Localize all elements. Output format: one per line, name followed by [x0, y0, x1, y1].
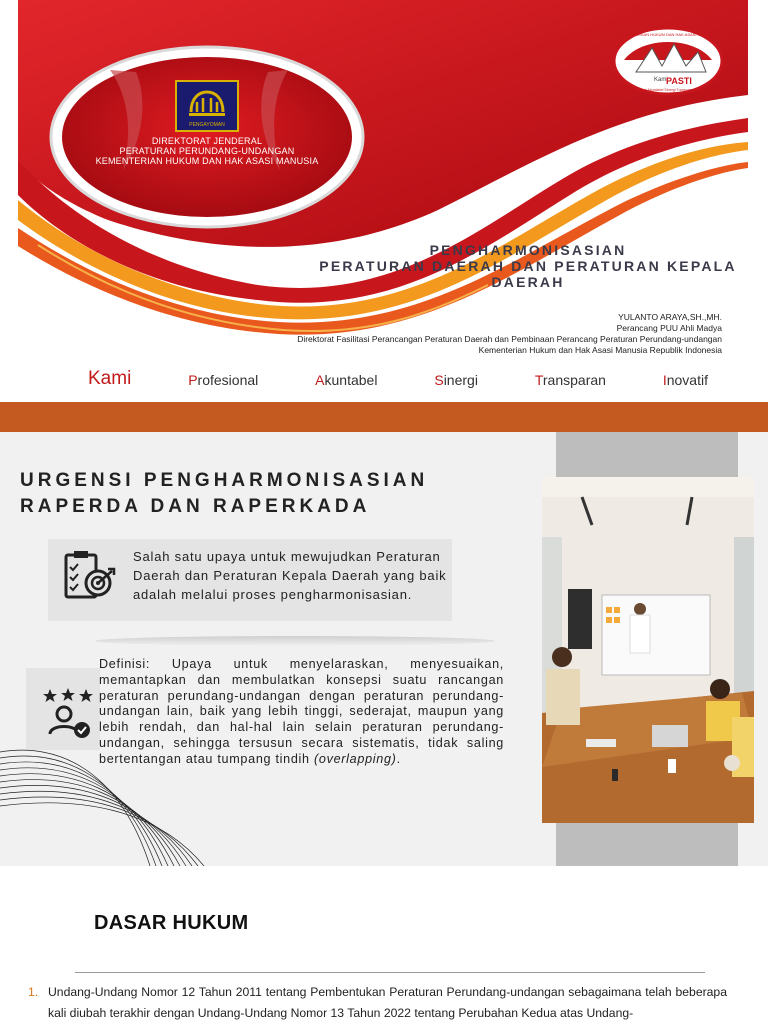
law-list-item — [28, 982, 727, 1024]
motto-word: Profesional — [188, 372, 259, 388]
presentation-title — [318, 242, 738, 290]
author-directorate: Direktorat Fasilitasi Perancangan Peraturan Daerah dan Pembinaan Perancang Peraturan Perundang-undangan — [297, 334, 722, 344]
motto-bar — [88, 368, 708, 389]
author-name: YULANTO ARAYA,SH.,MH. — [618, 312, 722, 322]
org-line: DIREKTORAT JENDERAL — [151, 136, 263, 146]
decorative-wave-lines — [0, 732, 210, 866]
badge-pasti: PASTI — [666, 76, 692, 86]
cover-slide — [18, 0, 748, 402]
dasar-hukum-rule — [75, 972, 705, 973]
badge-top-text: KEMENTERIAN HUKUM DAN HAK ASASI MANUSIA — [620, 32, 716, 37]
badge-kami: Kami — [654, 77, 668, 83]
pengayoman-emblem — [175, 80, 239, 132]
org-line: PERATURAN PERUNDANG-UNDANGAN — [119, 146, 295, 156]
title-line: PENGHARMONISASIAN — [429, 242, 627, 258]
target-checklist-icon — [60, 549, 120, 609]
meeting-photo — [542, 477, 754, 823]
ministry-org-name — [82, 136, 332, 166]
divider-shadow — [95, 636, 495, 646]
definition-body: Definisi: Upaya untuk menyelaraskan, menyesuaikan, memantapkan dan membulatkan konsepsi suatu rancangan peraturan perundang-undangan dengan peraturan perundang-undangan lain, baik yang lebih tinggi, sederajat, maupun yang lebih rendah, dan hal-hal lain selain peraturan perundang-undangan, sehingga tersusun secara sistematis, tidak saling bertentangan atau tumpang tindih — [99, 657, 504, 766]
pengayoman-icon — [177, 82, 237, 130]
badge-bottom-text: Profesional Akuntabel Sinergi Transparan Inovatif — [628, 88, 708, 92]
title-line: URGENSI PENGHARMONISASIAN — [20, 470, 429, 491]
motto-word: Sinergi — [434, 372, 478, 388]
urgensi-slide — [0, 432, 768, 866]
motto-word: Inovatif — [662, 372, 708, 388]
law-number: 1. — [28, 985, 39, 999]
author-ministry: Kementerian Hukum dan Hak Asasi Manusia Republik Indonesia — [478, 345, 722, 355]
definition-italic: (overlapping) — [313, 751, 397, 766]
title-line: RAPERDA DAN RAPERKADA — [20, 496, 371, 517]
author-position: Perancang PUU Ahli Madya — [616, 323, 722, 333]
dasar-hukum-title: DASAR HUKUM — [94, 912, 249, 934]
motto-word: Akuntabel — [315, 372, 378, 388]
author-info — [297, 312, 722, 356]
definition-end: . — [396, 751, 401, 766]
kami-pasti-badge — [612, 26, 724, 96]
title-line: DAERAH — [491, 274, 565, 290]
logo-caption: PENGAYOMAN — [189, 122, 225, 128]
law-text: Undang-Undang Nomor 12 Tahun 2011 tentang Pembentukan Peraturan Perundang-undangan sebagaimana telah beberapa kali diubah terakhir dengan Undang-Undang Nomor 13 Tahun 2022 tentang Perubahan Kedua atas Undang- — [48, 985, 727, 1020]
slide-separator — [0, 402, 768, 432]
org-line: KEMENTERIAN HUKUM DAN HAK ASASI MANUSIA — [95, 156, 319, 166]
urgensi-title — [20, 468, 428, 520]
motto-kami: Kami — [88, 368, 132, 389]
intro-text: Salah satu upaya untuk mewujudkan Peraturan Daerah dan Peraturan Kepala Daerah yang baik adalah melalui proses pengharmonisasian. — [133, 549, 447, 602]
ministry-logo-block — [82, 80, 332, 166]
title-line: PERATURAN DAERAH DAN PERATURAN KEPALA — [319, 258, 737, 274]
motto-word: Transparan — [534, 372, 606, 388]
